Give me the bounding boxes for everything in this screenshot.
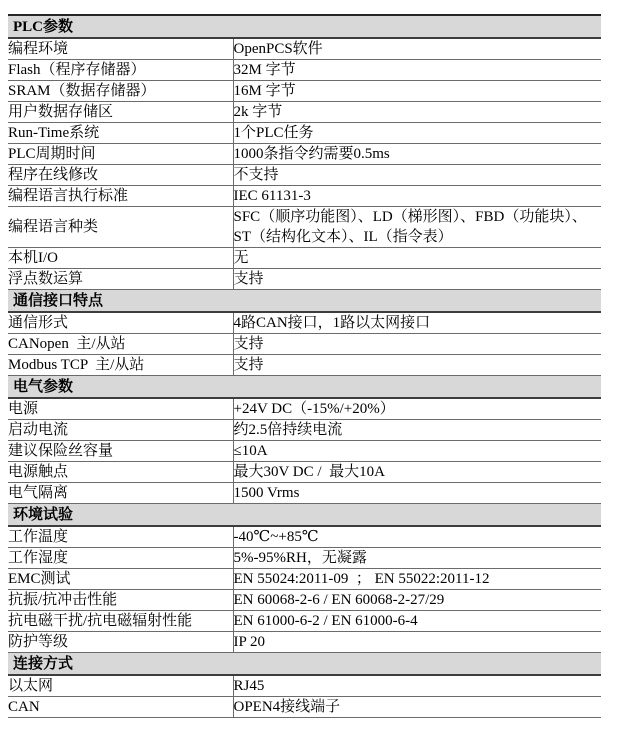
section-row bbox=[8, 653, 601, 676]
spec-label: 电气隔离 bbox=[8, 483, 233, 504]
spec-value: OPEN4接线端子 bbox=[233, 697, 601, 718]
table-row bbox=[8, 312, 601, 334]
table-row bbox=[8, 548, 601, 569]
table-row bbox=[8, 462, 601, 483]
spec-value: 2k 字节 bbox=[233, 102, 601, 123]
spec-label: 工作湿度 bbox=[8, 548, 233, 569]
table-row bbox=[8, 632, 601, 653]
spec-value: IEC 61131-3 bbox=[233, 186, 601, 207]
plc-spec-table bbox=[8, 14, 601, 718]
spec-label: EMC测试 bbox=[8, 569, 233, 590]
spec-label: CANopen 主/从站 bbox=[8, 334, 233, 355]
table-row bbox=[8, 611, 601, 632]
spec-table-body bbox=[8, 15, 601, 718]
table-row bbox=[8, 269, 601, 290]
spec-value: 最大30V DC / 最大10A bbox=[233, 462, 601, 483]
table-row bbox=[8, 248, 601, 269]
spec-value: IP 20 bbox=[233, 632, 601, 653]
section-row bbox=[8, 290, 601, 313]
spec-label: 编程环境 bbox=[8, 38, 233, 60]
table-row bbox=[8, 60, 601, 81]
spec-label: 防护等级 bbox=[8, 632, 233, 653]
spec-label: 程序在线修改 bbox=[8, 165, 233, 186]
section-row bbox=[8, 376, 601, 399]
table-row bbox=[8, 697, 601, 718]
table-row bbox=[8, 483, 601, 504]
spec-label: 本机I/O bbox=[8, 248, 233, 269]
table-row bbox=[8, 675, 601, 697]
spec-label: 编程语言种类 bbox=[8, 207, 233, 248]
spec-value: 支持 bbox=[233, 269, 601, 290]
spec-label: Flash（程序存储器） bbox=[8, 60, 233, 81]
spec-value: 支持 bbox=[233, 355, 601, 376]
spec-label: Modbus TCP 主/从站 bbox=[8, 355, 233, 376]
section-header: 连接方式 bbox=[8, 653, 601, 676]
spec-value: EN 60068-2-6 / EN 60068-2-27/29 bbox=[233, 590, 601, 611]
spec-label: 电源 bbox=[8, 398, 233, 420]
spec-document bbox=[8, 14, 601, 718]
table-row bbox=[8, 38, 601, 60]
section-header: 电气参数 bbox=[8, 376, 601, 399]
spec-label: 浮点数运算 bbox=[8, 269, 233, 290]
table-row bbox=[8, 144, 601, 165]
spec-label: 工作温度 bbox=[8, 526, 233, 548]
spec-value: 5%-95%RH，无凝露 bbox=[233, 548, 601, 569]
spec-value: RJ45 bbox=[233, 675, 601, 697]
spec-value: 支持 bbox=[233, 334, 601, 355]
spec-label: 通信形式 bbox=[8, 312, 233, 334]
spec-value: 无 bbox=[233, 248, 601, 269]
spec-label: CAN bbox=[8, 697, 233, 718]
spec-label: 以太网 bbox=[8, 675, 233, 697]
spec-label: 抗电磁干扰/抗电磁辐射性能 bbox=[8, 611, 233, 632]
table-row bbox=[8, 441, 601, 462]
spec-value: 32M 字节 bbox=[233, 60, 601, 81]
spec-label: 电源触点 bbox=[8, 462, 233, 483]
spec-value: OpenPCS软件 bbox=[233, 38, 601, 60]
spec-value: ≤10A bbox=[233, 441, 601, 462]
section-row bbox=[8, 504, 601, 527]
table-row bbox=[8, 420, 601, 441]
table-row bbox=[8, 102, 601, 123]
table-row bbox=[8, 355, 601, 376]
table-row bbox=[8, 165, 601, 186]
section-header: 环境试验 bbox=[8, 504, 601, 527]
table-row bbox=[8, 186, 601, 207]
spec-label: 抗振/抗冲击性能 bbox=[8, 590, 233, 611]
spec-value: 16M 字节 bbox=[233, 81, 601, 102]
table-row bbox=[8, 123, 601, 144]
spec-label: PLC周期时间 bbox=[8, 144, 233, 165]
spec-value: 不支持 bbox=[233, 165, 601, 186]
table-row bbox=[8, 569, 601, 590]
table-row bbox=[8, 398, 601, 420]
spec-label: 启动电流 bbox=[8, 420, 233, 441]
spec-label: 编程语言执行标准 bbox=[8, 186, 233, 207]
spec-value: 1000条指令约需要0.5ms bbox=[233, 144, 601, 165]
table-row bbox=[8, 207, 601, 248]
table-row bbox=[8, 526, 601, 548]
spec-value: +24V DC（-15%/+20%） bbox=[233, 398, 601, 420]
spec-value: 约2.5倍持续电流 bbox=[233, 420, 601, 441]
spec-label: Run-Time系统 bbox=[8, 123, 233, 144]
section-header: PLC参数 bbox=[8, 15, 601, 38]
spec-value: EN 55024:2011-09 ； EN 55022:2011-12 bbox=[233, 569, 601, 590]
spec-label: 用户数据存储区 bbox=[8, 102, 233, 123]
spec-label: 建议保险丝容量 bbox=[8, 441, 233, 462]
spec-value: -40℃~+85℃ bbox=[233, 526, 601, 548]
section-header: 通信接口特点 bbox=[8, 290, 601, 313]
spec-value: 4路CAN接口，1路以太网接口 bbox=[233, 312, 601, 334]
spec-value: SFC（顺序功能图）、LD（梯形图）、FBD（功能块）、ST（结构化文本）、IL（指令表） bbox=[233, 207, 601, 248]
spec-label: SRAM（数据存储器） bbox=[8, 81, 233, 102]
spec-value: 1个PLC任务 bbox=[233, 123, 601, 144]
table-row bbox=[8, 590, 601, 611]
section-row bbox=[8, 15, 601, 38]
spec-value: 1500 Vrms bbox=[233, 483, 601, 504]
table-row bbox=[8, 334, 601, 355]
spec-value: EN 61000-6-2 / EN 61000-6-4 bbox=[233, 611, 601, 632]
table-row bbox=[8, 81, 601, 102]
